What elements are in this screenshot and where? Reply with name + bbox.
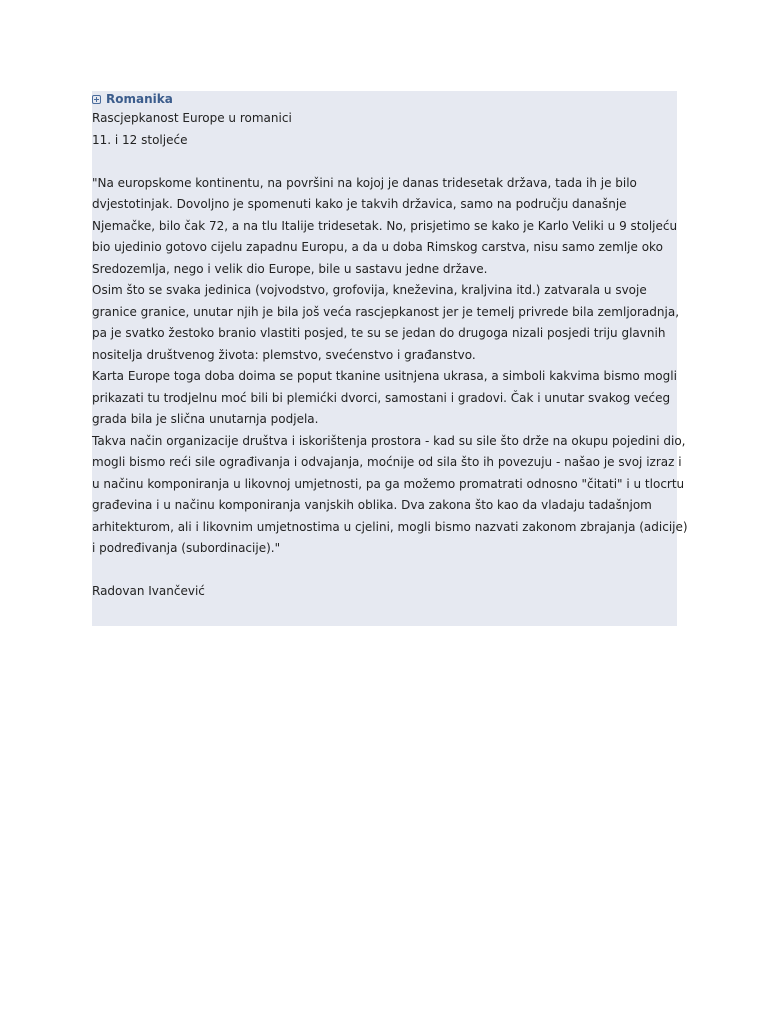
section-period: 11. i 12 stoljeće <box>92 132 188 147</box>
quote-line: grada bila je slična unutarnja podjela. <box>92 412 319 426</box>
quote-line: Sredozemlja, nego i velik dio Europe, bile u sastavu jedne države. <box>92 261 488 276</box>
quote-line: Takva način organizacije društva i iskorištenja prostora - kad su sile što drže na okupu pojedini dio, <box>92 433 686 448</box>
section-header[interactable] <box>92 91 677 108</box>
quote-text <box>92 173 688 560</box>
expand-plus-icon[interactable] <box>92 95 101 104</box>
quote-line: i podređivanja (subordinacije)." <box>92 541 281 555</box>
quote-line: prikazati tu trodjelnu moć bili bi plemićki dvorci, samostani i gradovi. Čak i unutar svakog većeg <box>92 390 671 405</box>
spacer <box>92 560 677 582</box>
quote-line: Osim što se svaka jedinica (vojvodstvo, grofovija, kneževina, kraljvina itd.) zatvarala u svoje <box>92 283 647 297</box>
article-panel <box>92 91 688 626</box>
quote-line: građevina i u načinu komponiranja vanjskih oblika. Dva zakona što kao da vladaju tadašnjom <box>92 498 652 512</box>
quote-line: granice granice, unutar njih je bila još veća rascjepkanost jer je temelj privrede bila zemljoradnja, <box>92 304 680 319</box>
section-title[interactable]: Romanika <box>106 91 173 106</box>
section-subtitle: Rascjepkanost Europe u romanici <box>92 111 292 125</box>
quote-line: pa je svatko žestoko branio vlastiti posjed, te su se jedan do drugoga nizali posjedi triju glavnih <box>92 326 666 340</box>
quote-line: bio ujedinio gotovo cijelu zapadnu Europu, a da u doba Rimskog carstva, nisu samo zemlje oko <box>92 240 663 254</box>
quote-line: Karta Europe toga doba doima se poput tkanine usitnjena ukrasa, a simboli kakvima bismo mogli <box>92 369 677 383</box>
quote-line: u načinu komponiranja u likovnoj umjetnosti, pa ga možemo promatrati odnosno "čitati" i u tlocrtu <box>92 476 685 491</box>
quote-line: Njemačke, bilo čak 72, a na tlu Italije tridesetak. No, prisjetimo se kako je Karlo Veliki u 9 stoljeću <box>92 218 678 233</box>
quote-line: mogli bismo reći sile ograđivanja i odvajanja, moćnije od sila što ih povezuju - našao je svoj izraz i <box>92 455 682 469</box>
quote-line: dvjestotinjak. Dovoljno je spomenuti kako je takvih državica, samo na području današnje <box>92 197 627 211</box>
spacer <box>92 151 677 173</box>
author-name: Radovan Ivančević <box>92 584 205 598</box>
quote-line: "Na europskome kontinentu, na površini na kojoj je danas tridesetak država, tada ih je bilo <box>92 175 637 190</box>
quote-line: arhitekturom, ali i likovnim umjetnostima u cjelini, mogli bismo nazvati zakonom zbrajanja (adicije) <box>92 519 688 534</box>
quote-line: nositelja društvenog života: plemstvo, svećenstvo i građanstvo. <box>92 347 476 362</box>
article-content <box>92 91 688 603</box>
